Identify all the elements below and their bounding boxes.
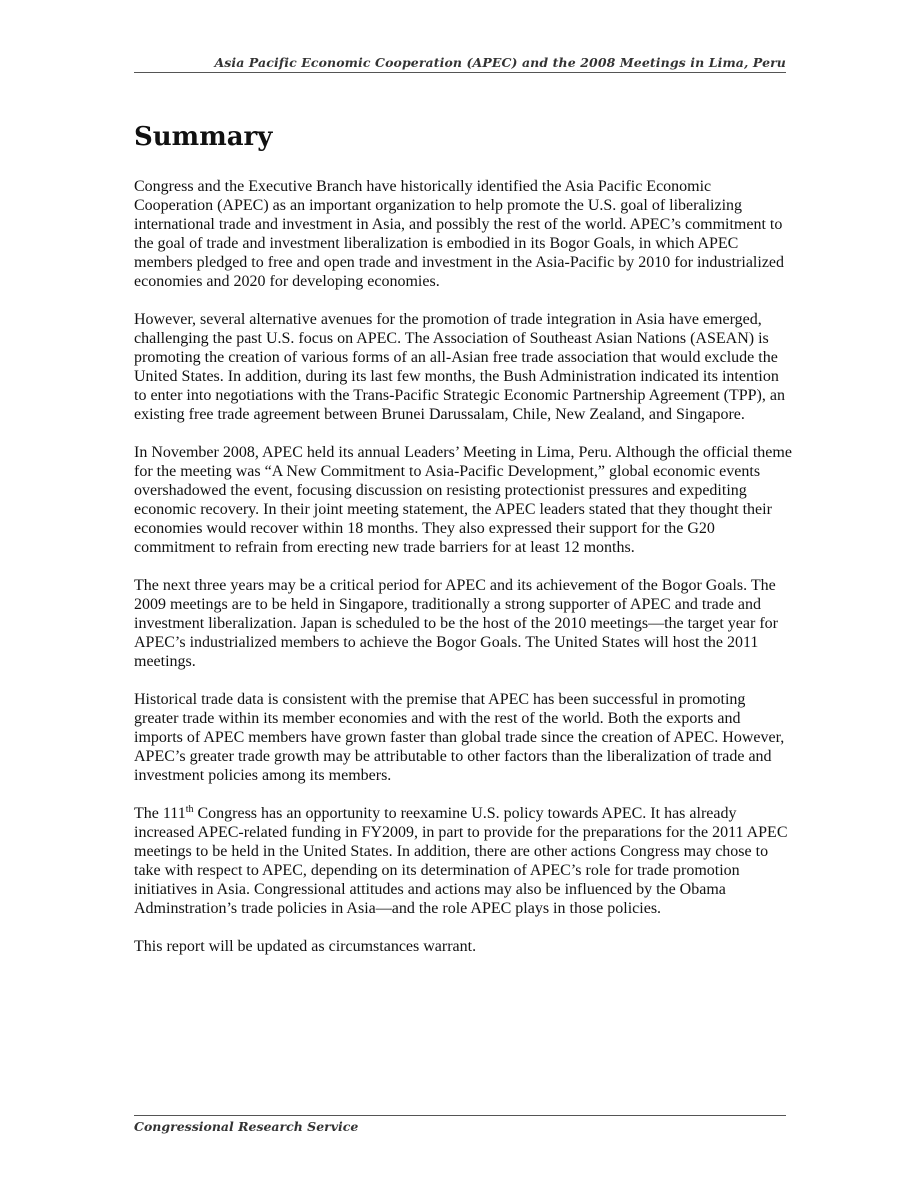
footer-publisher: Congressional Research Service	[134, 1119, 359, 1134]
header-divider	[134, 72, 786, 73]
summary-paragraph-2: However, several alternative avenues for the promotion of trade integration in Asia have emerged, challenging the past U.S. focus on APEC. The Association of Southeast Asian Nations (ASEAN) is promoting the creation of various forms of an all-Asian free trade association that would exclude the United States. In addition, during its last few months, the Bush Administration indicated its intention to enter into negotiations with the Trans-Pacific Strategic Economic Partnership Agreement (TPP), an existing free trade agreement between Brunei Darussalam, Chile, New Zealand, and Singapore.	[134, 311, 785, 423]
summary-paragraph-4: The next three years may be a critical period for APEC and its achievement of the Bogor Goals. The 2009 meetings are to be held in Singapore, traditionally a strong supporter of APEC and trade and investment liberalization. Japan is scheduled to be the host of the 2010 meetings—the target year for APEC’s industrialized members to achieve the Bogor Goals. The United States will host the 2011 meetings.	[134, 577, 778, 670]
paragraph-6-lead: The 111	[134, 805, 186, 822]
paragraph-6-rest: Congress has an opportunity to reexamine U.S. policy towards APEC. It has already increased APEC-related funding in FY2009, in part to provide for the preparations for the 2011 APEC meetings to be held in the United States. In addition, there are other actions Congress may chose to take with respect to APEC, depending on its determination of APEC’s role for trade promotion initiatives in Asia. Congressional attitudes and actions may also be influenced by the Obama Adminstration’s trade policies in Asia—and the role APEC plays in those policies.	[134, 805, 788, 917]
summary-paragraph-1: Congress and the Executive Branch have historically identified the Asia Pacific Economic Cooperation (APEC) as an important organization to help promote the U.S. goal of liberalizing international trade and investment in Asia, and possibly the rest of the world. APEC’s commitment to the goal of trade and investment liberalization is embodied in its Bogor Goals, in which APEC members pledged to free and open trade and investment in the Asia-Pacific by 2010 for industrialized economies and 2020 for developing economies.	[134, 178, 785, 290]
summary-paragraph-5: Historical trade data is consistent with the premise that APEC has been successful in promoting greater trade within its member economies and with the rest of the world. Both the exports and imports of APEC members have grown faster than global trade since the creation of APEC. However, APEC’s greater trade growth may be attributable to other factors than the liberalization of trade and investment policies among its members.	[134, 691, 785, 784]
summary-paragraph-6	[134, 804, 792, 918]
summary-body	[134, 177, 792, 975]
running-header: Asia Pacific Economic Cooperation (APEC) and the 2008 Meetings in Lima, Peru	[214, 55, 786, 70]
ordinal-suffix: th	[185, 804, 194, 815]
footer-divider	[134, 1115, 786, 1116]
page-title: Summary	[134, 122, 273, 152]
summary-closing-paragraph: This report will be updated as circumstances warrant.	[134, 938, 477, 955]
summary-paragraph-3: In November 2008, APEC held its annual Leaders’ Meeting in Lima, Peru. Although the official theme for the meeting was “A New Commitment to Asia-Pacific Development,” global economic events overshadowed the event, focusing discussion on resisting protectionist pressures and expediting economic recovery. In their joint meeting statement, the APEC leaders stated that they thought their economies would recover within 18 months. They also expressed their support for the G20 commitment to refrain from erecting new trade barriers for at least 12 months.	[134, 444, 792, 556]
